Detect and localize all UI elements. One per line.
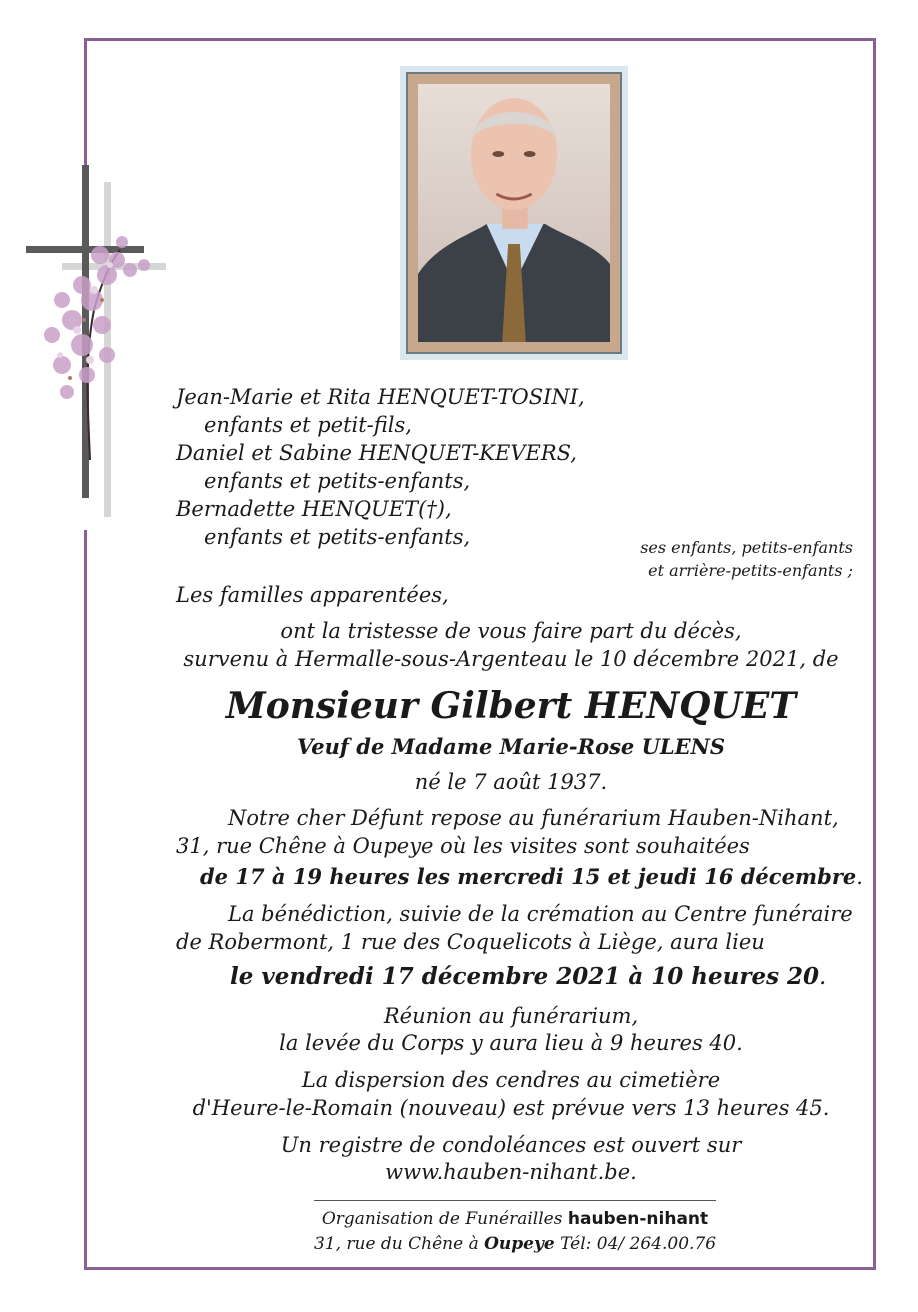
- family-line-1: Jean-Marie et Rita HENQUET-TOSINI,: [176, 385, 585, 409]
- family-side-1: ses enfants, petits-enfants: [640, 538, 853, 557]
- register-link[interactable]: www.hauben-nihant.be.: [385, 1160, 637, 1184]
- visits-line-3: de 17 à 19 heures les mercredi 15 et jeudi 16 décembre.: [200, 864, 863, 889]
- visits-line-1: Notre cher Défunt repose au funérarium Hauben-Nihant,: [228, 806, 839, 830]
- family-line-2: enfants et petit-fils,: [204, 413, 412, 437]
- family-side-2: et arrière-petits-enfants ;: [648, 561, 853, 580]
- portrait-photo: [418, 84, 610, 342]
- ceremony-line-1: La bénédiction, suivie de la crémation au Centre funéraire: [228, 902, 853, 926]
- widow-line: Veuf de Madame Marie-Rose ULENS: [296, 734, 726, 759]
- meeting-line-1: Réunion au funérarium,: [383, 1004, 639, 1028]
- deceased-name: Monsieur Gilbert HENQUET: [225, 685, 797, 727]
- birth-line: né le 7 août 1937.: [414, 770, 608, 794]
- footer-org: Organisation de Funérailles hauben-nihant: [321, 1209, 709, 1229]
- dispersion-line-2: d'Heure-le-Romain (nouveau) est prévue vers 13 heures 45.: [192, 1096, 830, 1120]
- footer-divider: [314, 1200, 716, 1201]
- family-line-4: enfants et petits-enfants,: [204, 469, 471, 493]
- ceremony-line-2: de Robermont, 1 rue des Coquelicots à Liège, aura lieu: [176, 930, 765, 954]
- family-line-5: Bernadette HENQUET(†),: [176, 497, 452, 521]
- register-line-1: Un registre de condoléances est ouvert sur: [280, 1133, 742, 1157]
- portrait-photo-frame: [400, 66, 628, 360]
- cross-with-flowers-icon: [22, 160, 172, 530]
- dispersion-line-1: La dispersion des cendres au cimetière: [301, 1068, 721, 1092]
- announce-line-1: ont la tristesse de vous faire part du décès,: [280, 619, 742, 643]
- meeting-line-2: la levée du Corps y aura lieu à 9 heures 40.: [279, 1031, 743, 1055]
- ceremony-line-3: le vendredi 17 décembre 2021 à 10 heures 20.: [230, 963, 827, 990]
- funeral-home-brand: hauben-nihant: [567, 1209, 709, 1229]
- family-line-6: enfants et petits-enfants,: [204, 525, 471, 549]
- family-line-7: Les familles apparentées,: [176, 583, 449, 607]
- family-line-3: Daniel et Sabine HENQUET-KEVERS,: [176, 441, 577, 465]
- visits-line-2: 31, rue Chêne à Oupeye où les visites sont souhaitées: [176, 834, 750, 858]
- announce-line-2: survenu à Hermalle-sous-Argenteau le 10 décembre 2021, de: [183, 647, 839, 671]
- footer-address: 31, rue du Chêne à Oupeye Tél: 04/ 264.00.76: [313, 1234, 717, 1254]
